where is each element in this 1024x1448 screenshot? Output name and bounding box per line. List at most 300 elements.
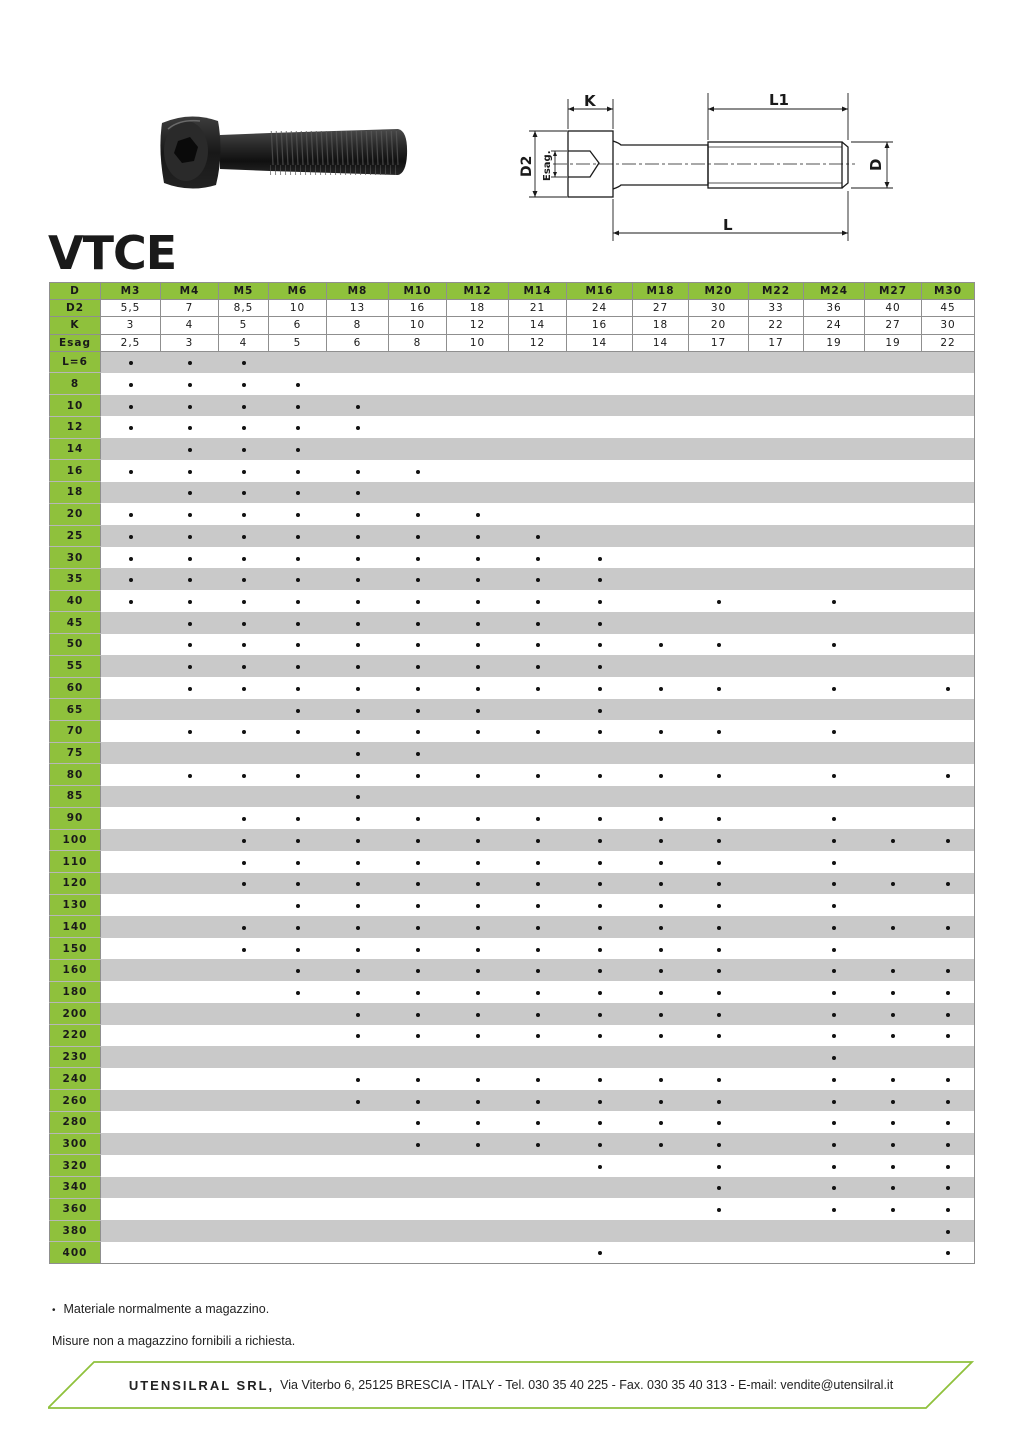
availability-cell bbox=[749, 851, 804, 873]
availability-cell bbox=[327, 612, 389, 634]
length-label: 70 bbox=[50, 720, 101, 742]
availability-cell bbox=[865, 699, 922, 721]
availability-cell bbox=[269, 1111, 327, 1133]
availability-cell bbox=[327, 525, 389, 547]
availability-dot-icon bbox=[416, 578, 420, 582]
availability-dot-icon bbox=[476, 882, 480, 886]
availability-cell bbox=[447, 1090, 509, 1112]
availability-dot-icon bbox=[416, 643, 420, 647]
availability-cell bbox=[389, 938, 447, 960]
availability-dot-icon bbox=[356, 774, 360, 778]
length-label: 20 bbox=[50, 503, 101, 525]
availability-cell bbox=[865, 547, 922, 569]
availability-cell bbox=[101, 503, 161, 525]
availability-cell bbox=[567, 699, 633, 721]
availability-cell bbox=[327, 1003, 389, 1025]
length-label: 260 bbox=[50, 1090, 101, 1112]
length-row bbox=[50, 525, 975, 547]
availability-cell bbox=[219, 894, 269, 916]
dimension-value: 14 bbox=[567, 334, 633, 351]
availability-dot-icon bbox=[296, 817, 300, 821]
availability-cell bbox=[865, 916, 922, 938]
availability-cell bbox=[509, 742, 567, 764]
availability-dot-icon bbox=[598, 1165, 602, 1169]
length-row bbox=[50, 873, 975, 895]
availability-cell bbox=[161, 677, 219, 699]
availability-cell bbox=[749, 1025, 804, 1047]
availability-cell bbox=[219, 1025, 269, 1047]
availability-cell bbox=[749, 981, 804, 1003]
availability-cell bbox=[101, 1155, 161, 1177]
availability-dot-icon bbox=[242, 470, 246, 474]
availability-cell bbox=[633, 764, 689, 786]
length-label: L=6 bbox=[50, 351, 101, 373]
availability-cell bbox=[327, 482, 389, 504]
availability-dot-icon bbox=[356, 687, 360, 691]
availability-dot-icon bbox=[717, 991, 721, 995]
availability-cell bbox=[389, 699, 447, 721]
dimension-value: 8 bbox=[327, 317, 389, 334]
availability-dot-icon bbox=[356, 470, 360, 474]
availability-cell bbox=[389, 1242, 447, 1264]
length-row bbox=[50, 612, 975, 634]
length-row bbox=[50, 1242, 975, 1264]
availability-dot-icon bbox=[946, 839, 950, 843]
availability-dot-icon bbox=[717, 1208, 721, 1212]
availability-cell bbox=[922, 1046, 975, 1068]
availability-cell bbox=[161, 503, 219, 525]
availability-cell bbox=[689, 438, 749, 460]
availability-cell bbox=[219, 764, 269, 786]
availability-cell bbox=[219, 786, 269, 808]
availability-cell bbox=[269, 590, 327, 612]
length-label: 150 bbox=[50, 938, 101, 960]
dimension-value: 10 bbox=[269, 300, 327, 317]
availability-cell bbox=[567, 720, 633, 742]
availability-cell bbox=[633, 1090, 689, 1112]
availability-dot-icon bbox=[946, 1013, 950, 1017]
availability-cell bbox=[865, 807, 922, 829]
availability-cell bbox=[749, 1090, 804, 1112]
availability-cell bbox=[447, 1133, 509, 1155]
availability-dot-icon bbox=[536, 774, 540, 778]
availability-dot-icon bbox=[242, 535, 246, 539]
dimension-value: 16 bbox=[567, 317, 633, 334]
column-header: M3 bbox=[101, 283, 161, 300]
availability-cell bbox=[101, 373, 161, 395]
availability-cell bbox=[804, 938, 865, 960]
availability-cell bbox=[749, 742, 804, 764]
availability-cell bbox=[269, 1025, 327, 1047]
availability-cell bbox=[389, 612, 447, 634]
length-row bbox=[50, 894, 975, 916]
availability-cell bbox=[509, 894, 567, 916]
availability-dot-icon bbox=[598, 622, 602, 626]
availability-dot-icon bbox=[242, 491, 246, 495]
availability-cell bbox=[922, 351, 975, 373]
availability-cell bbox=[804, 894, 865, 916]
availability-cell bbox=[447, 786, 509, 808]
availability-cell bbox=[804, 1133, 865, 1155]
column-header: M24 bbox=[804, 283, 865, 300]
availability-cell bbox=[633, 395, 689, 417]
availability-cell bbox=[269, 1155, 327, 1177]
availability-cell bbox=[749, 807, 804, 829]
column-header: M18 bbox=[633, 283, 689, 300]
availability-cell bbox=[749, 634, 804, 656]
availability-dot-icon bbox=[946, 1186, 950, 1190]
availability-cell bbox=[101, 894, 161, 916]
availability-dot-icon bbox=[296, 774, 300, 778]
availability-cell bbox=[689, 547, 749, 569]
availability-cell bbox=[389, 590, 447, 612]
availability-cell bbox=[689, 1025, 749, 1047]
availability-dot-icon bbox=[188, 622, 192, 626]
availability-cell bbox=[509, 1242, 567, 1264]
availability-dot-icon bbox=[598, 969, 602, 973]
availability-cell bbox=[865, 1133, 922, 1155]
availability-cell bbox=[219, 1155, 269, 1177]
availability-cell bbox=[327, 503, 389, 525]
availability-dot-icon bbox=[242, 817, 246, 821]
availability-dot-icon bbox=[129, 426, 133, 430]
availability-cell bbox=[865, 981, 922, 1003]
availability-cell bbox=[922, 525, 975, 547]
dimension-label: K bbox=[50, 317, 101, 334]
availability-cell bbox=[327, 416, 389, 438]
availability-dot-icon bbox=[946, 1165, 950, 1169]
availability-cell bbox=[689, 807, 749, 829]
availability-cell bbox=[389, 1133, 447, 1155]
availability-dot-icon bbox=[598, 839, 602, 843]
availability-cell bbox=[389, 416, 447, 438]
availability-cell bbox=[689, 894, 749, 916]
availability-cell bbox=[689, 568, 749, 590]
availability-cell bbox=[749, 1177, 804, 1199]
availability-cell bbox=[865, 460, 922, 482]
length-row bbox=[50, 634, 975, 656]
availability-cell bbox=[567, 1177, 633, 1199]
length-row bbox=[50, 677, 975, 699]
availability-dot-icon bbox=[717, 1100, 721, 1104]
length-label: 40 bbox=[50, 590, 101, 612]
availability-cell bbox=[101, 1133, 161, 1155]
availability-cell bbox=[447, 460, 509, 482]
availability-dot-icon bbox=[536, 535, 540, 539]
availability-cell bbox=[101, 634, 161, 656]
availability-cell bbox=[101, 1242, 161, 1264]
availability-cell bbox=[865, 438, 922, 460]
availability-dot-icon bbox=[356, 861, 360, 865]
availability-cell bbox=[269, 786, 327, 808]
availability-cell bbox=[219, 634, 269, 656]
availability-cell bbox=[567, 829, 633, 851]
availability-cell bbox=[219, 1003, 269, 1025]
availability-cell bbox=[161, 1046, 219, 1068]
availability-cell bbox=[509, 873, 567, 895]
availability-dot-icon bbox=[129, 513, 133, 517]
availability-cell bbox=[633, 981, 689, 1003]
availability-cell bbox=[633, 851, 689, 873]
length-label: 14 bbox=[50, 438, 101, 460]
availability-cell bbox=[219, 1046, 269, 1068]
availability-dot-icon bbox=[832, 730, 836, 734]
length-row bbox=[50, 351, 975, 373]
availability-cell bbox=[269, 655, 327, 677]
dimension-value: 12 bbox=[447, 317, 509, 334]
availability-cell bbox=[567, 764, 633, 786]
availability-dot-icon bbox=[598, 1251, 602, 1255]
availability-cell bbox=[804, 764, 865, 786]
availability-dot-icon bbox=[832, 1121, 836, 1125]
availability-cell bbox=[633, 1068, 689, 1090]
length-row bbox=[50, 720, 975, 742]
availability-dot-icon bbox=[188, 643, 192, 647]
availability-cell bbox=[161, 742, 219, 764]
availability-cell bbox=[101, 1003, 161, 1025]
availability-dot-icon bbox=[717, 1013, 721, 1017]
availability-cell bbox=[749, 916, 804, 938]
availability-dot-icon bbox=[296, 405, 300, 409]
availability-dot-icon bbox=[659, 774, 663, 778]
availability-dot-icon bbox=[242, 600, 246, 604]
availability-cell bbox=[804, 547, 865, 569]
availability-cell bbox=[269, 1046, 327, 1068]
availability-dot-icon bbox=[946, 1034, 950, 1038]
availability-cell bbox=[567, 1068, 633, 1090]
length-label: 240 bbox=[50, 1068, 101, 1090]
availability-cell bbox=[161, 938, 219, 960]
availability-dot-icon bbox=[188, 665, 192, 669]
availability-cell bbox=[389, 547, 447, 569]
availability-dot-icon bbox=[242, 383, 246, 387]
availability-dot-icon bbox=[536, 817, 540, 821]
availability-cell bbox=[219, 851, 269, 873]
availability-dot-icon bbox=[659, 1100, 663, 1104]
availability-dot-icon bbox=[296, 643, 300, 647]
availability-dot-icon bbox=[717, 1186, 721, 1190]
availability-dot-icon bbox=[536, 861, 540, 865]
availability-dot-icon bbox=[416, 1013, 420, 1017]
availability-dot-icon bbox=[188, 361, 192, 365]
availability-cell bbox=[509, 634, 567, 656]
availability-dot-icon bbox=[476, 1078, 480, 1082]
availability-cell bbox=[633, 677, 689, 699]
availability-dot-icon bbox=[536, 882, 540, 886]
availability-cell bbox=[567, 634, 633, 656]
availability-cell bbox=[447, 829, 509, 851]
availability-dot-icon bbox=[188, 600, 192, 604]
availability-cell bbox=[689, 655, 749, 677]
availability-cell bbox=[447, 1198, 509, 1220]
availability-dot-icon bbox=[242, 730, 246, 734]
availability-dot-icon bbox=[476, 730, 480, 734]
availability-cell bbox=[804, 482, 865, 504]
availability-dot-icon bbox=[598, 1121, 602, 1125]
availability-dot-icon bbox=[296, 622, 300, 626]
availability-dot-icon bbox=[832, 861, 836, 865]
availability-dot-icon bbox=[188, 557, 192, 561]
availability-cell bbox=[567, 1046, 633, 1068]
availability-cell bbox=[269, 1242, 327, 1264]
availability-cell bbox=[633, 916, 689, 938]
availability-cell bbox=[219, 1177, 269, 1199]
availability-cell bbox=[922, 807, 975, 829]
availability-cell bbox=[161, 720, 219, 742]
availability-cell bbox=[865, 1068, 922, 1090]
availability-dot-icon bbox=[659, 882, 663, 886]
availability-dot-icon bbox=[946, 1100, 950, 1104]
availability-cell bbox=[269, 612, 327, 634]
product-photo bbox=[150, 105, 420, 205]
availability-cell bbox=[689, 460, 749, 482]
availability-cell bbox=[101, 873, 161, 895]
length-row bbox=[50, 568, 975, 590]
drawing-label-d: D bbox=[867, 158, 885, 171]
availability-dot-icon bbox=[536, 1100, 540, 1104]
availability-dot-icon bbox=[717, 600, 721, 604]
availability-cell bbox=[219, 742, 269, 764]
availability-dot-icon bbox=[416, 1121, 420, 1125]
dimension-value: 13 bbox=[327, 300, 389, 317]
availability-cell bbox=[219, 699, 269, 721]
availability-cell bbox=[269, 764, 327, 786]
availability-cell bbox=[509, 764, 567, 786]
availability-cell bbox=[749, 568, 804, 590]
availability-cell bbox=[633, 807, 689, 829]
length-row bbox=[50, 1003, 975, 1025]
availability-cell bbox=[161, 460, 219, 482]
availability-cell bbox=[327, 547, 389, 569]
availability-cell bbox=[389, 460, 447, 482]
availability-cell bbox=[509, 720, 567, 742]
availability-cell bbox=[509, 1090, 567, 1112]
availability-cell bbox=[804, 677, 865, 699]
availability-cell bbox=[327, 959, 389, 981]
column-header: M12 bbox=[447, 283, 509, 300]
availability-dot-icon bbox=[476, 1143, 480, 1147]
availability-cell bbox=[219, 1068, 269, 1090]
availability-dot-icon bbox=[946, 1078, 950, 1082]
availability-cell bbox=[101, 1220, 161, 1242]
availability-cell bbox=[865, 894, 922, 916]
availability-cell bbox=[447, 373, 509, 395]
availability-cell bbox=[804, 351, 865, 373]
availability-dot-icon bbox=[536, 687, 540, 691]
availability-cell bbox=[804, 416, 865, 438]
availability-dot-icon bbox=[416, 752, 420, 756]
availability-dot-icon bbox=[356, 904, 360, 908]
availability-cell bbox=[389, 894, 447, 916]
availability-dot-icon bbox=[416, 622, 420, 626]
availability-cell bbox=[865, 959, 922, 981]
length-row bbox=[50, 764, 975, 786]
availability-dot-icon bbox=[356, 578, 360, 582]
availability-cell bbox=[161, 981, 219, 1003]
availability-dot-icon bbox=[717, 1078, 721, 1082]
availability-cell bbox=[749, 416, 804, 438]
availability-cell bbox=[922, 851, 975, 873]
availability-dot-icon bbox=[536, 969, 540, 973]
availability-cell bbox=[447, 851, 509, 873]
availability-cell bbox=[101, 416, 161, 438]
availability-cell bbox=[567, 851, 633, 873]
availability-dot-icon bbox=[416, 948, 420, 952]
availability-dot-icon bbox=[717, 774, 721, 778]
length-row bbox=[50, 1155, 975, 1177]
length-label: 280 bbox=[50, 1111, 101, 1133]
length-label: 65 bbox=[50, 699, 101, 721]
availability-dot-icon bbox=[242, 861, 246, 865]
availability-cell bbox=[922, 503, 975, 525]
length-label: 10 bbox=[50, 395, 101, 417]
availability-cell bbox=[219, 1133, 269, 1155]
availability-cell bbox=[509, 851, 567, 873]
availability-cell bbox=[219, 959, 269, 981]
column-header: M20 bbox=[689, 283, 749, 300]
availability-cell bbox=[633, 373, 689, 395]
availability-dot-icon bbox=[717, 1165, 721, 1169]
availability-cell bbox=[447, 351, 509, 373]
availability-cell bbox=[161, 851, 219, 873]
availability-cell bbox=[219, 1090, 269, 1112]
availability-cell bbox=[865, 590, 922, 612]
length-row bbox=[50, 373, 975, 395]
availability-dot-icon bbox=[416, 839, 420, 843]
availability-cell bbox=[804, 720, 865, 742]
availability-cell bbox=[804, 1242, 865, 1264]
availability-cell bbox=[865, 1242, 922, 1264]
availability-dot-icon bbox=[296, 687, 300, 691]
availability-cell bbox=[101, 677, 161, 699]
availability-cell bbox=[633, 959, 689, 981]
availability-cell bbox=[633, 612, 689, 634]
availability-cell bbox=[749, 1133, 804, 1155]
availability-cell bbox=[804, 1177, 865, 1199]
availability-dot-icon bbox=[832, 600, 836, 604]
availability-dot-icon bbox=[598, 948, 602, 952]
availability-dot-icon bbox=[891, 1034, 895, 1038]
availability-cell bbox=[804, 460, 865, 482]
availability-cell bbox=[269, 1003, 327, 1025]
availability-dot-icon bbox=[416, 991, 420, 995]
availability-dot-icon bbox=[536, 1013, 540, 1017]
length-row bbox=[50, 829, 975, 851]
availability-cell bbox=[689, 1046, 749, 1068]
availability-dot-icon bbox=[832, 904, 836, 908]
dimension-row bbox=[50, 300, 975, 317]
availability-dot-icon bbox=[891, 991, 895, 995]
availability-cell bbox=[804, 1155, 865, 1177]
availability-cell bbox=[327, 677, 389, 699]
availability-dot-icon bbox=[946, 991, 950, 995]
dimension-value: 24 bbox=[804, 317, 865, 334]
availability-cell bbox=[749, 547, 804, 569]
availability-cell bbox=[389, 916, 447, 938]
availability-cell bbox=[804, 503, 865, 525]
availability-cell bbox=[269, 894, 327, 916]
availability-dot-icon bbox=[356, 730, 360, 734]
availability-dot-icon bbox=[296, 904, 300, 908]
availability-dot-icon bbox=[242, 405, 246, 409]
availability-dot-icon bbox=[598, 665, 602, 669]
availability-dot-icon bbox=[598, 557, 602, 561]
availability-cell bbox=[633, 416, 689, 438]
availability-dot-icon bbox=[832, 1186, 836, 1190]
availability-cell bbox=[101, 1068, 161, 1090]
availability-dot-icon bbox=[598, 817, 602, 821]
availability-cell bbox=[567, 807, 633, 829]
